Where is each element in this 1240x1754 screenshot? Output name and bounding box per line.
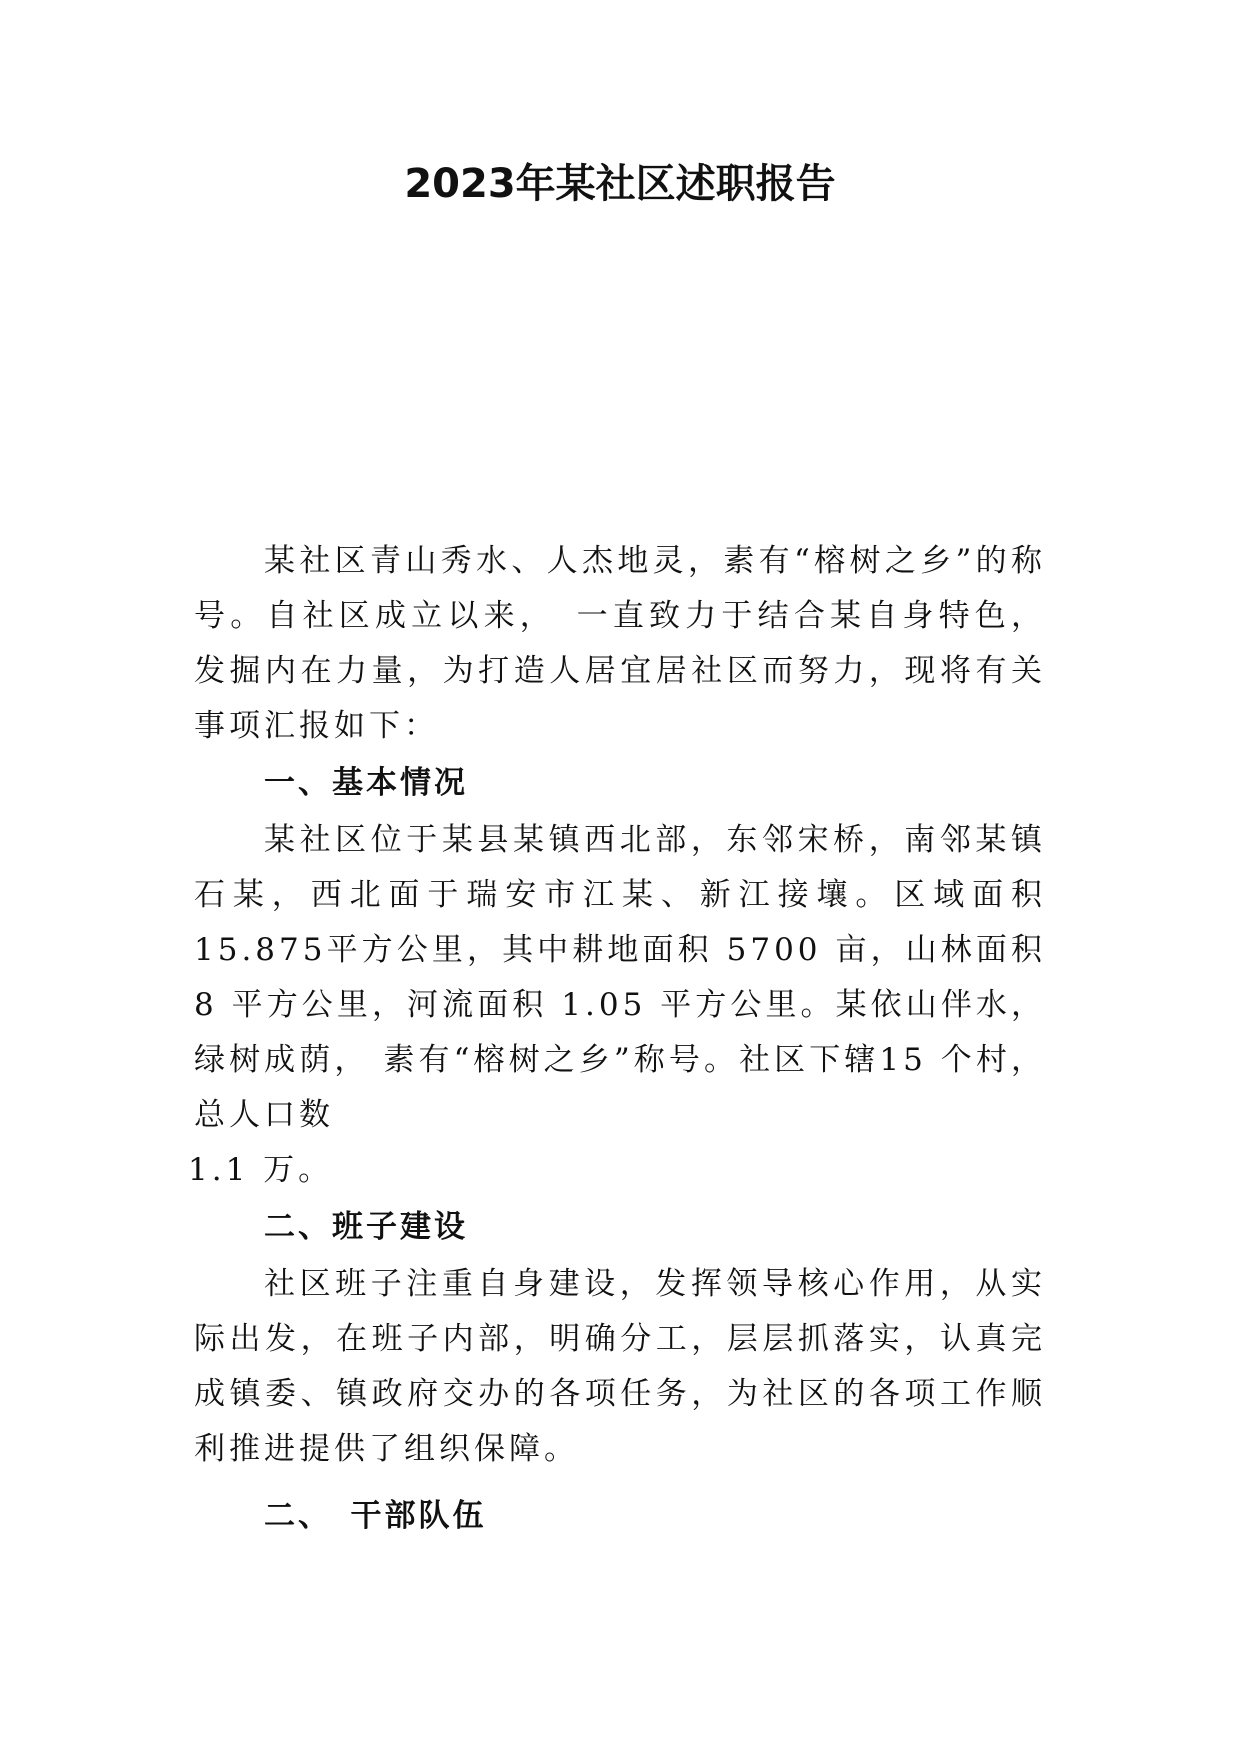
basic-situation-paragraph: 某社区位于某县某镇西北部，东邻宋桥，南邻某镇石某，西北面于瑞安市江某、新江接壤。区域面积15.875平方公里，其中耕地面积 5700 亩，山林面积8 平方公里，河流面积 1.05 平方公里。某依山伴水，绿树成荫， 素有“榕树之乡”称号。社区下辖15 个村，总人口数 — [194, 822, 1046, 1133]
intro-paragraph: 某社区青山秀水、人杰地灵，素有“榕树之乡”的称号。自社区成立以来， 一直致力于结合某自身特色，发掘内在力量，为打造人居宜居社区而努力，现将有关事项汇报如下： — [194, 543, 1046, 744]
basic-situation-paragraph-tail: 1.1 万。 — [188, 1152, 334, 1188]
section-heading-basic-situation: 一、基本情况 — [264, 765, 468, 801]
section-heading-team-building: 二、班子建设 — [264, 1209, 468, 1245]
team-building-paragraph: 社区班子注重自身建设，发挥领导核心作用，从实际出发，在班子内部，明确分工，层层抓落实，认真完成镇委、镇政府交办的各项任务，为社区的各项工作顺利推进提供了组织保障。 — [194, 1266, 1046, 1467]
section-heading-cadre-team: 二、 干部队伍 — [264, 1498, 487, 1534]
document-body — [188, 534, 1046, 1544]
document-title: 2023年某社区述职报告 — [404, 161, 836, 207]
